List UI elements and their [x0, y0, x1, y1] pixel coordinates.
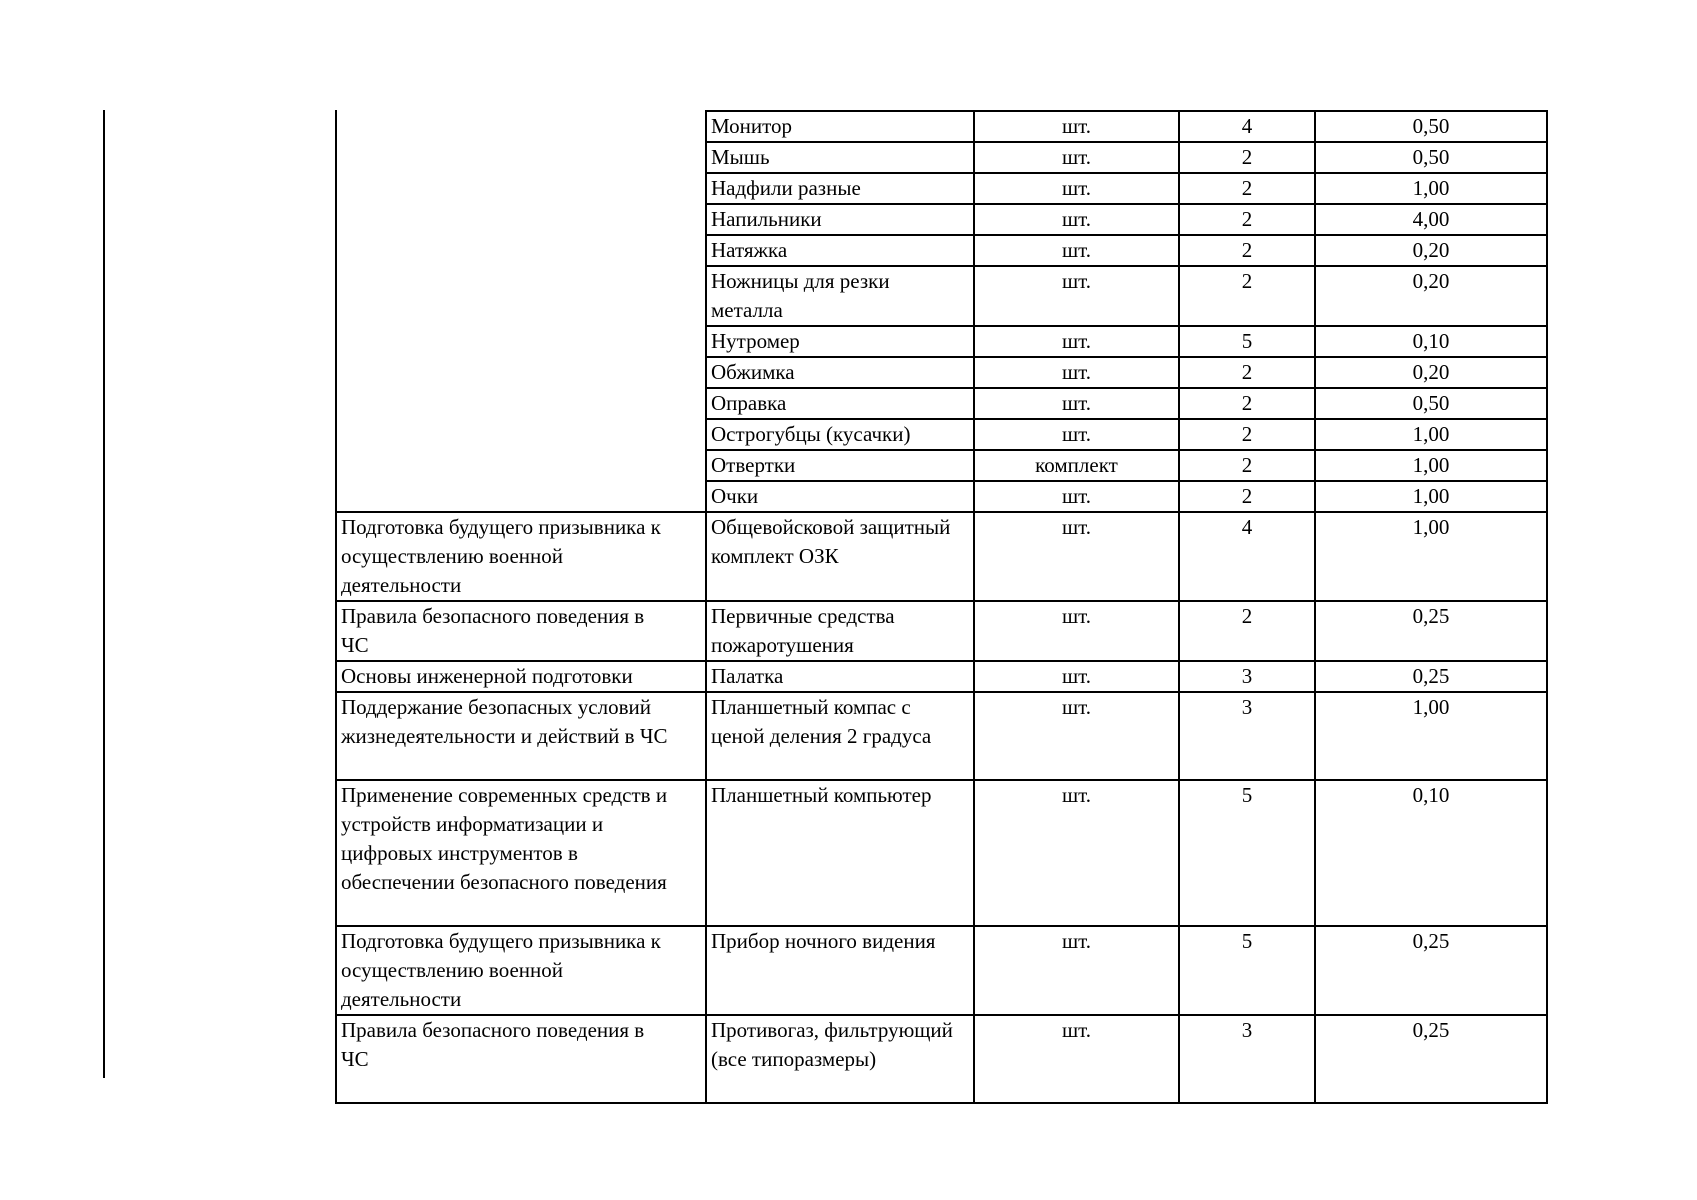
equipment-table	[335, 110, 1548, 1104]
table-row	[336, 1015, 1547, 1103]
unit-cell: шт.	[974, 419, 1179, 450]
qty-cell: 3	[1179, 661, 1315, 692]
norm-cell: 1,00	[1315, 481, 1547, 512]
qty-cell: 2	[1179, 419, 1315, 450]
norm-cell: 0,50	[1315, 142, 1547, 173]
norm-cell: 0,25	[1315, 926, 1547, 1015]
category-cell: Подготовка будущего призывника к осуществлению военной деятельности	[336, 512, 706, 601]
unit-cell: шт.	[974, 388, 1179, 419]
item-cell: Монитор	[706, 111, 974, 142]
norm-cell: 0,20	[1315, 357, 1547, 388]
qty-cell: 2	[1179, 357, 1315, 388]
item-cell: Напильники	[706, 204, 974, 235]
unit-cell: шт.	[974, 204, 1179, 235]
category-cell	[336, 111, 706, 512]
item-cell: Мышь	[706, 142, 974, 173]
table-row	[336, 780, 1547, 926]
norm-cell: 0,25	[1315, 601, 1547, 661]
category-cell: Основы инженерной подготовки	[336, 661, 706, 692]
qty-cell: 5	[1179, 926, 1315, 1015]
norm-cell: 1,00	[1315, 512, 1547, 601]
item-cell: Планшетный компас с ценой деления 2 градуса	[706, 692, 974, 780]
category-cell: Правила безопасного поведения в ЧС	[336, 601, 706, 661]
qty-cell: 5	[1179, 326, 1315, 357]
item-cell: Ножницы для резки металла	[706, 266, 974, 326]
unit-cell: шт.	[974, 111, 1179, 142]
qty-cell: 3	[1179, 1015, 1315, 1103]
norm-cell: 0,25	[1315, 1015, 1547, 1103]
item-cell: Противогаз, фильтрующий (все типоразмеры)	[706, 1015, 974, 1103]
norm-cell: 0,20	[1315, 266, 1547, 326]
unit-cell: шт.	[974, 926, 1179, 1015]
norm-cell: 0,10	[1315, 326, 1547, 357]
norm-cell: 1,00	[1315, 419, 1547, 450]
unit-cell: шт.	[974, 173, 1179, 204]
qty-cell: 2	[1179, 173, 1315, 204]
unit-cell: шт.	[974, 357, 1179, 388]
item-cell: Общевойсковой защитный комплект ОЗК	[706, 512, 974, 601]
left-margin-rule	[103, 110, 105, 1078]
item-cell: Прибор ночного видения	[706, 926, 974, 1015]
qty-cell: 5	[1179, 780, 1315, 926]
unit-cell: шт.	[974, 266, 1179, 326]
norm-cell: 0,50	[1315, 388, 1547, 419]
norm-cell: 0,50	[1315, 111, 1547, 142]
norm-cell: 1,00	[1315, 173, 1547, 204]
qty-cell: 4	[1179, 512, 1315, 601]
norm-cell: 0,10	[1315, 780, 1547, 926]
qty-cell: 2	[1179, 142, 1315, 173]
item-cell: Надфили разные	[706, 173, 974, 204]
qty-cell: 2	[1179, 450, 1315, 481]
norm-cell: 4,00	[1315, 204, 1547, 235]
merged-cell-left-border	[335, 110, 337, 494]
item-cell: Оправка	[706, 388, 974, 419]
unit-cell: шт.	[974, 481, 1179, 512]
qty-cell: 2	[1179, 388, 1315, 419]
unit-cell: шт.	[974, 692, 1179, 780]
unit-cell: шт.	[974, 142, 1179, 173]
item-cell: Натяжка	[706, 235, 974, 266]
category-cell: Подготовка будущего призывника к осуществлению военной деятельности	[336, 926, 706, 1015]
qty-cell: 3	[1179, 692, 1315, 780]
unit-cell: шт.	[974, 601, 1179, 661]
table-row	[336, 926, 1547, 1015]
table-row	[336, 512, 1547, 601]
qty-cell: 2	[1179, 204, 1315, 235]
unit-cell: шт.	[974, 235, 1179, 266]
norm-cell: 0,20	[1315, 235, 1547, 266]
table-row	[336, 601, 1547, 661]
item-cell: Первичные средства пожаротушения	[706, 601, 974, 661]
category-cell: Правила безопасного поведения в ЧС	[336, 1015, 706, 1103]
item-cell: Нутромер	[706, 326, 974, 357]
unit-cell: шт.	[974, 661, 1179, 692]
qty-cell: 2	[1179, 481, 1315, 512]
qty-cell: 2	[1179, 235, 1315, 266]
item-cell: Отвертки	[706, 450, 974, 481]
unit-cell: комплект	[974, 450, 1179, 481]
item-cell: Острогубцы (кусачки)	[706, 419, 974, 450]
table-row	[336, 111, 1547, 142]
qty-cell: 4	[1179, 111, 1315, 142]
qty-cell: 2	[1179, 266, 1315, 326]
norm-cell: 0,25	[1315, 661, 1547, 692]
norm-cell: 1,00	[1315, 692, 1547, 780]
norm-cell: 1,00	[1315, 450, 1547, 481]
item-cell: Палатка	[706, 661, 974, 692]
item-cell: Очки	[706, 481, 974, 512]
table-row	[336, 692, 1547, 780]
item-cell: Обжимка	[706, 357, 974, 388]
category-cell: Поддержание безопасных условий жизнедеятельности и действий в ЧС	[336, 692, 706, 780]
unit-cell: шт.	[974, 780, 1179, 926]
unit-cell: шт.	[974, 512, 1179, 601]
qty-cell: 2	[1179, 601, 1315, 661]
unit-cell: шт.	[974, 1015, 1179, 1103]
unit-cell: шт.	[974, 326, 1179, 357]
item-cell: Планшетный компьютер	[706, 780, 974, 926]
table-row	[336, 661, 1547, 692]
category-cell: Применение современных средств и устройств информатизации и цифровых инструментов в обеспечении безопасного поведения	[336, 780, 706, 926]
